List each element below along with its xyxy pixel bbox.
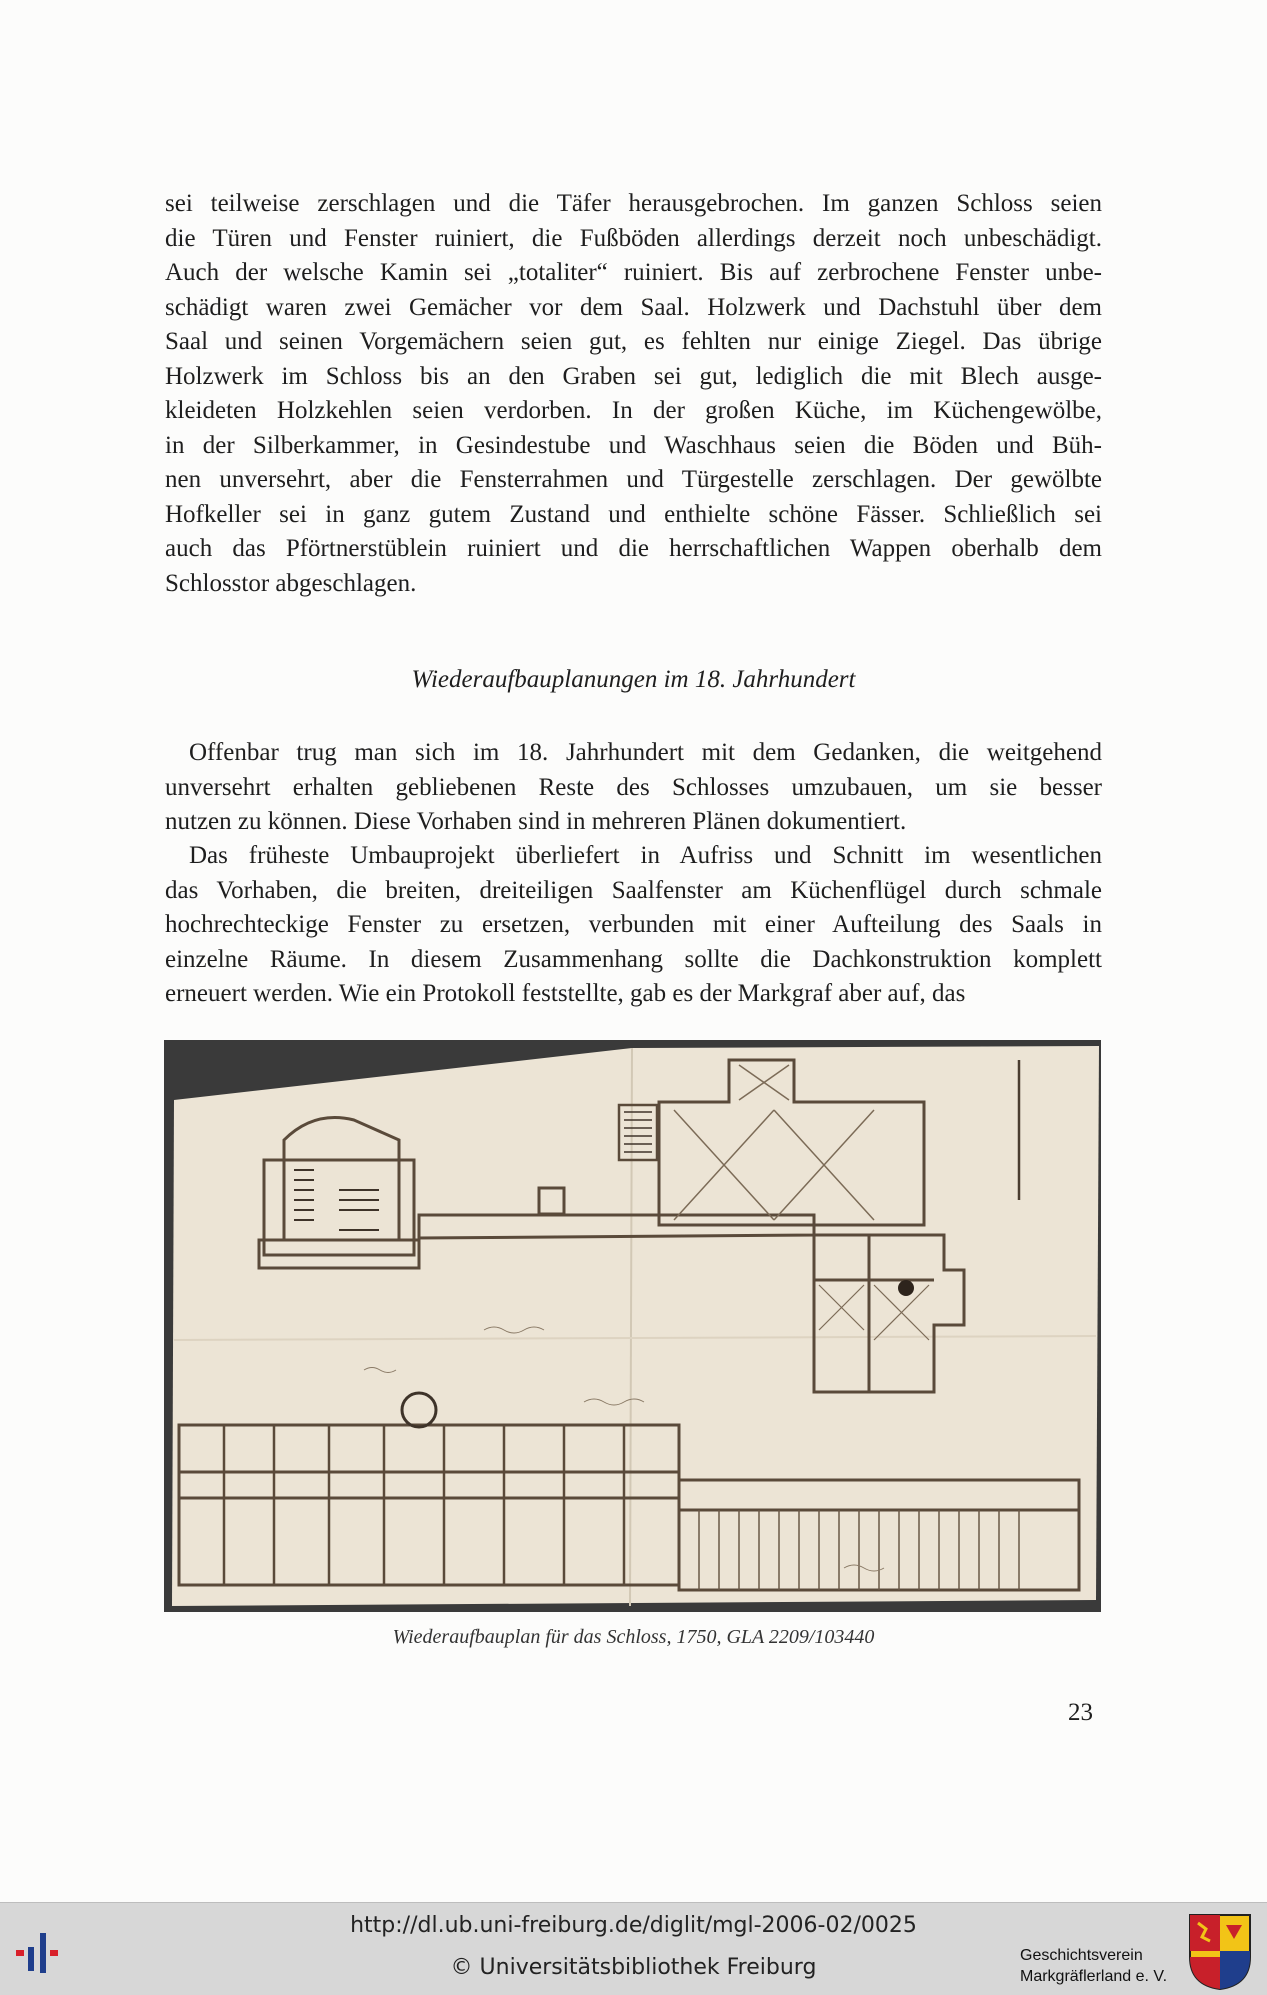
society-line-2: Markgräflerland e. V. [1020,1968,1168,1985]
viewer-footer [0,1902,1267,1995]
coat-of-arms-icon [1188,1913,1252,1991]
society-line-1: Geschichtsverein [1020,1947,1143,1964]
text-line: in der Silberkammer, in Gesindestube und Waschhaus seien die Böden und Büh- [165,431,1102,459]
paragraph-2 [165,736,1102,840]
page-number: 23 [1068,1699,1093,1726]
society-name [1020,1945,1185,1987]
text-line: Das früheste Umbauprojekt überliefert in Aufriss und Schnitt im wesentlichen [189,842,1102,869]
text-line: nen unversehrt, aber die Fensterrahmen und Türgestelle zerschlagen. Der gewölbte [165,466,1102,493]
section-heading: Wiederaufbauplanungen im 18. Jahrhundert [411,666,856,693]
text-line: Hofkeller sei in ganz gutem Zustand und enthielte schöne Fässer. Schließlich sei [165,500,1102,528]
text-line: hochrechteckige Fenster zu ersetzen, verbunden mit einer Aufteilung des Saals in [165,911,1102,938]
permalink-url[interactable]: http://dl.ub.uni-freiburg.de/diglit/mgl-2006-02/0025 [350,1913,917,1938]
copyright-notice: © Universitätsbibliothek Freiburg [450,1955,817,1980]
text-line: die Türen und Fenster ruiniert, die Fußböden allerdings derzeit noch unbeschädigt. [165,224,1102,252]
text-line: Saal und seinen Vorgemächern seien gut, es fehlten nur einige Ziegel. Das übrige [165,328,1102,355]
text-line: kleideten Holzkehlen seien verdorben. In der großen Küche, im Küchengewölbe, [165,397,1102,424]
paragraph-3 [165,839,1102,1012]
paragraph-1 [165,187,1102,601]
text-line: Holzwerk im Schloss bis an den Graben sei gut, lediglich die mit Blech ausge- [165,362,1102,390]
text-line: auch das Pförtnerstüblein ruiniert und die herrschaftlichen Wappen oberhalb dem [165,535,1102,562]
text-line: Auch der welsche Kamin sei „totaliter“ ruiniert. Bis auf zerbrochene Fenster unbe- [165,259,1102,286]
floor-plan-drawing [164,1040,1101,1612]
text-line: nutzen zu können. Diese Vorhaben sind in mehreren Plänen dokumentiert. [165,808,907,835]
text-line: erneuert werden. Wie ein Protokoll feststellte, gab es der Markgraf aber auf, das [165,980,966,1007]
text-line: sei teilweise zerschlagen und die Täfer herausgebrochen. Im ganzen Schloss seien [165,190,1102,217]
text-line: einzelne Räume. In diesem Zusammenhang sollte die Dachkonstruktion komplett [165,945,1102,973]
text-line: das Vorhaben, die breiten, dreiteiligen Saalfenster am Küchenflügel durch schmale [165,876,1102,904]
text-line: Schlosstor abgeschlagen. [165,569,417,597]
text-line: schädigt waren zwei Gemächer vor dem Saal. Holzwerk und Dachstuhl über dem [165,293,1102,321]
text-line: Offenbar trug man sich im 18. Jahrhundert mit dem Gedanken, die weitgehend [189,739,1102,766]
text-line: unversehrt erhalten gebliebenen Reste des Schlosses umzubauen, um sie besser [165,773,1102,801]
figure-caption: Wiederaufbauplan für das Schloss, 1750, GLA 2209/103440 [392,1626,875,1648]
floor-plan-image [164,1040,1101,1612]
